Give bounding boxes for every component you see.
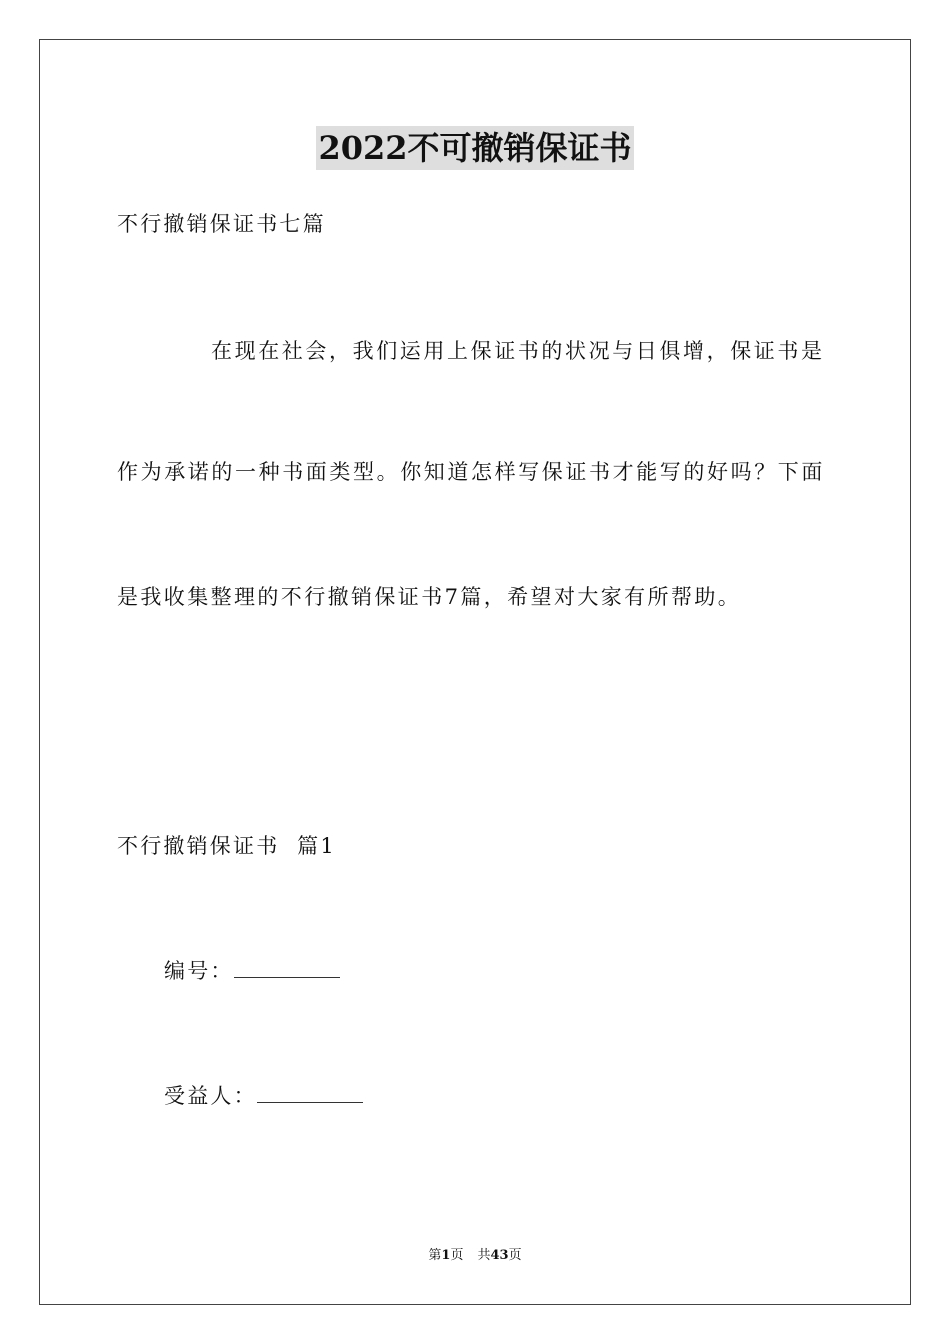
intro-line-1: 在现在社会，我们运用上保证书的状况与日俱增，保证书是 — [211, 339, 825, 363]
page-footer — [0, 1247, 950, 1265]
document-title: 2022不可撤销保证书 — [316, 126, 633, 170]
beneficiary-label: 受益人： — [164, 1084, 257, 1108]
document-title-wrapper — [0, 126, 950, 170]
footer-page-suffix: 页 — [450, 1248, 464, 1263]
number-field — [164, 956, 340, 986]
number-label: 编号： — [164, 959, 234, 983]
section-heading — [117, 831, 336, 861]
footer-total-suffix: 页 — [508, 1248, 522, 1263]
footer-total-pages: 43 — [490, 1248, 509, 1263]
number-blank-line — [234, 957, 340, 978]
intro-line-2: 作为承诺的一种书面类型。你知道怎样写保证书才能写的好吗？下面 — [117, 460, 825, 484]
footer-page-prefix: 第 — [428, 1248, 442, 1263]
beneficiary-field — [164, 1081, 363, 1111]
document-subtitle: 不行撤销保证书七篇 — [117, 212, 326, 236]
footer-total-prefix: 共 — [477, 1248, 491, 1263]
beneficiary-blank-line — [257, 1082, 363, 1103]
footer-page-number: 1 — [441, 1248, 451, 1263]
intro-line-3: 是我收集整理的不行撤销保证书7篇，希望对大家有所帮助。 — [117, 585, 742, 609]
section-heading-text: 不行撤销保证书 篇1 — [117, 834, 336, 858]
